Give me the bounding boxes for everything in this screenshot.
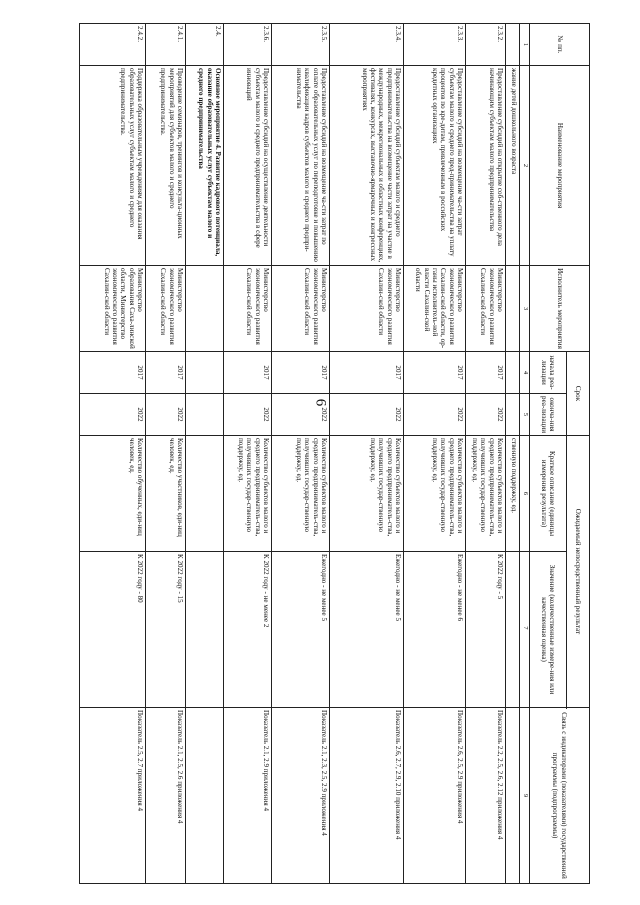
row-name: Проведение семинаров, тренингов и консульта-ционных мероприятий для субъектов малого и среднего предпринимательства. xyxy=(146,65,186,265)
header-result-value: Значение (количественные измере-ния или качественная оценка) xyxy=(530,551,567,707)
row-link: Показатель 2.1, 2.5, 2.6 приложения 4 xyxy=(146,707,186,883)
row-start xyxy=(186,351,224,393)
header-link: Связь с индикаторами (показателями) государственной программы (подпрограммы) xyxy=(530,707,590,883)
row-end: 2022 xyxy=(466,393,506,435)
row-name: жание детей дошкольного возраста xyxy=(506,65,520,265)
row-start: 2017 xyxy=(404,351,466,393)
header-term-end: оконча-ния реа-лизации xyxy=(530,393,567,435)
col-index-7: 7 xyxy=(522,625,529,630)
table-row xyxy=(224,23,272,883)
row-name: Предоставление субсидий на осуществление деятельности субъектам малого и среднего предпринимательства в сфере инноваций xyxy=(224,65,272,265)
row-end: 2022 xyxy=(272,393,330,435)
row-link: Показатель 2.6, 2.5, 2.9 приложения 4 xyxy=(404,707,466,883)
table-row xyxy=(80,23,146,883)
header-name: Наименование мероприятия xyxy=(530,65,590,265)
row-num xyxy=(506,23,520,65)
row-executor: Министерство экономического развития Сахалин-ской области, ор-ганы исполнитель-ной власти Сахалин-ской области xyxy=(404,265,466,351)
row-link: Показатель 2.2, 2.5, 2.6, 2.12 приложения 4 xyxy=(466,707,506,883)
table-row xyxy=(330,23,404,883)
col-index: 2 xyxy=(520,65,530,265)
measures-table xyxy=(79,23,590,884)
row-num: 2.4.1. xyxy=(146,23,186,65)
row-end: 2022 xyxy=(146,393,186,435)
row-name: Предоставление субсидий на открытие соб-ственного дела начинающим субъектам малого предпринимательства xyxy=(466,65,506,265)
table-row xyxy=(466,23,506,883)
header-term-start: начала реа-лизации xyxy=(530,351,567,393)
header-executor: Исполнитель мероприятия xyxy=(530,265,590,351)
row-desc: Количество участников, еди-ниц человек, ед. xyxy=(146,435,186,551)
table-row xyxy=(404,23,466,883)
row-executor xyxy=(186,265,224,351)
row-name: Поддержка образовательным учреждениям для оказания образовательных услуг субъектам малого и среднего предпринимательства. xyxy=(80,65,146,265)
row-executor: Министерство образования Саха-линской области, Министерство экономического развития Сахалин-ской области xyxy=(80,265,146,351)
row-num: 2.3.2. xyxy=(466,23,506,65)
row-start: 2017 xyxy=(330,351,404,393)
row-executor: Министерство экономического развития Сахалин-ской области xyxy=(466,265,506,351)
header-result: Ожидаемый непосредственный результат xyxy=(567,435,590,707)
row-link: Показатель 2.6, 2.7, 2.9, 2.10 приложения 4 xyxy=(330,707,404,883)
row-desc: ственную поддержку, ед. xyxy=(506,435,520,551)
row-start: 2017 xyxy=(146,351,186,393)
row-start: 2017 xyxy=(80,351,146,393)
col-index: 5 xyxy=(520,393,530,435)
row-link xyxy=(186,707,224,883)
table-row xyxy=(506,23,520,883)
row-desc: Количество обученных, еди-ниц человек, ед. xyxy=(80,435,146,551)
header-result-desc: Краткое описание (единицы измерения результата) xyxy=(530,435,567,551)
header-num: № пп. xyxy=(530,23,590,65)
row-value: К 2022 году - не менее 2 xyxy=(224,551,272,707)
row-link: Показатель 2.5, 2.7 приложения 4 xyxy=(80,707,146,883)
row-desc: Количество субъектов малого и среднего предприниматель-ства, получивших государ-ственную поддержку, ед. xyxy=(330,435,404,551)
row-name: Предоставление субсидий субъектам малого и среднего предпринимательства на возмещение части затрат на участие в международных, межрегиональных и областных конференциях, фестивалях, конкурсах, выставочно-ярмарочных и конгрессных мероприятиях xyxy=(330,65,404,265)
row-num: 2.3.3. xyxy=(404,23,466,65)
row-end: 2022 xyxy=(330,393,404,435)
row-value: Ежегодно - не менее 6 xyxy=(404,551,466,707)
row-end: 2022 xyxy=(80,393,146,435)
row-executor: Министерство экономического развития Сахалин-ской области xyxy=(272,265,330,351)
row-name: Предоставление субсидий на возмещение ча-сти затрат по оплате образовательных услуг по переподготовке и повышению квалификации кадров субъектов малого и среднего предпри-нимательства xyxy=(272,65,330,265)
table-row xyxy=(146,23,186,883)
table-row xyxy=(186,23,224,883)
row-value xyxy=(186,551,224,707)
page-number: 6 xyxy=(312,398,329,407)
row-end: 2022 xyxy=(224,393,272,435)
row-desc: Количество субъектов малого и среднего предприниматель-ства, получивших государ-ственную поддержку, ед. xyxy=(404,435,466,551)
row-num: 2.4.2. xyxy=(80,23,146,65)
col-index: 3 xyxy=(520,265,530,351)
row-executor: Министерство экономического развития Сахалин-ской области xyxy=(146,265,186,351)
table-row xyxy=(272,23,330,883)
rotated-table-container xyxy=(50,23,590,883)
row-num: 2.4. xyxy=(186,23,224,65)
row-end xyxy=(506,393,520,435)
row-executor: Министерство экономического развития Сахалин-ской области xyxy=(224,265,272,351)
column-index-row xyxy=(520,23,530,883)
row-start xyxy=(506,351,520,393)
col-index xyxy=(520,551,530,707)
row-end xyxy=(186,393,224,435)
row-num: 2.3.6. xyxy=(224,23,272,65)
row-value: К 2022 году - 80 xyxy=(80,551,146,707)
row-value: К 2022 году - 5 xyxy=(466,551,506,707)
row-end: 2022 xyxy=(404,393,466,435)
row-link: Показатель 2.1, 2.9 приложения 4 xyxy=(224,707,272,883)
row-start: 2017 xyxy=(272,351,330,393)
row-name: Основное мероприятие 4. Развитие кадрового потенциала, оказание образовательных услуг субъектам малого и среднего предпринимательства xyxy=(186,65,224,265)
row-value: Ежегодно - не менее 5 xyxy=(272,551,330,707)
row-desc xyxy=(186,435,224,551)
col-index: 6 xyxy=(520,435,530,551)
row-start: 2017 xyxy=(466,351,506,393)
col-index: 9 xyxy=(520,707,530,883)
row-desc: Количество субъектов малого и среднего предприниматель-ства, получивших государ-ственную поддержку, ед. xyxy=(224,435,272,551)
col-index: 1 xyxy=(520,23,530,65)
row-executor xyxy=(506,265,520,351)
row-link: Показатель 2.1, 2.3, 2.5, 2.9 приложения 4 xyxy=(272,707,330,883)
row-value xyxy=(506,551,520,707)
row-value: К 2022 году - 15 xyxy=(146,551,186,707)
row-value: Ежегодно - не менее 5 xyxy=(330,551,404,707)
col-index: 4 xyxy=(520,351,530,393)
row-num: 2.3.5. xyxy=(272,23,330,65)
row-executor: Министерство экономического развития Сахалин-ской области xyxy=(330,265,404,351)
row-desc: Количество субъектов малого и среднего предприниматель-ства, получивших государ-ственную поддержку, ед. xyxy=(272,435,330,551)
row-desc: Количество субъектов малого и среднего предприниматель-ства, получивших государ-ственную поддержку, ед. xyxy=(466,435,506,551)
row-num: 2.3.4. xyxy=(330,23,404,65)
row-start: 2017 xyxy=(224,351,272,393)
row-link xyxy=(506,707,520,883)
row-name: Предоставление субсидий на возмещение ча-сти затрат субъектам малого и среднего пред-принимательства на уплату процентов по кре-дитам, привлеченным в российских кредитных организациях xyxy=(404,65,466,265)
header-term: Срок xyxy=(567,351,590,435)
